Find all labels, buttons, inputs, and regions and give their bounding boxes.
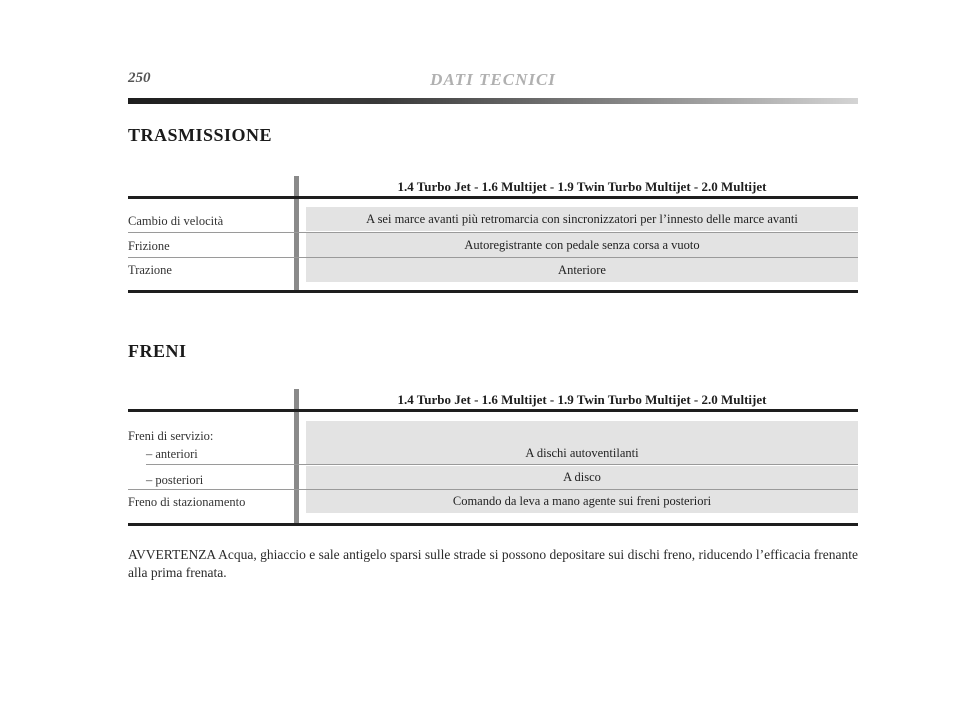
page-number: 250	[128, 70, 151, 86]
section-title-trasmissione: TRASMISSIONE	[128, 125, 273, 145]
row-label-cambio: Cambio di velocità	[128, 214, 224, 228]
page-header	[128, 70, 858, 90]
row-label-trazione: Trazione	[128, 263, 172, 277]
row-value-trazione: Anteriore	[306, 258, 858, 282]
trasmissione-table	[128, 176, 858, 296]
freni-table	[128, 389, 858, 529]
column-header: 1.4 Turbo Jet - 1.6 Multijet - 1.9 Twin Turbo Multijet - 2.0 Multijet	[397, 392, 767, 407]
table-bottom-rule	[128, 523, 858, 526]
row-separator	[146, 464, 858, 465]
header-rule-thick	[128, 196, 858, 199]
row-value-frizione: Autoregistrante con pedale senza corsa a vuoto	[306, 233, 858, 257]
section-title-freni: FRENI	[128, 341, 187, 361]
row-label-frizione: Frizione	[128, 239, 170, 253]
row-label-stazionamento: Freno di stazionamento	[128, 495, 246, 509]
row-value-posteriori: A disco	[306, 466, 858, 489]
header-title: DATI TECNICI	[430, 70, 556, 89]
column-header: 1.4 Turbo Jet - 1.6 Multijet - 1.9 Twin Turbo Multijet - 2.0 Multijet	[397, 179, 767, 194]
row-label-anteriori: – anteriori	[146, 447, 198, 461]
row-value-stazionamento: Comando da leva a mano agente sui freni posteriori	[306, 490, 858, 513]
table-divider-bar	[294, 176, 299, 292]
row-value-cambio: A sei marce avanti più retromarcia con sincronizzatori per l’innesto delle marce avanti	[306, 207, 858, 231]
table-bottom-rule	[128, 290, 858, 293]
warning-note: AVVERTENZA Acqua, ghiaccio e sale antigelo sparsi sulle strade si possono depositare sui dischi freno, riducendo l’efficacia frenante alla prima frenata.	[128, 547, 858, 580]
header-rule	[128, 98, 858, 104]
row-value-anteriori: A dischi autoventilanti	[306, 421, 858, 464]
header-rule-thick	[128, 409, 858, 412]
row-label-posteriori: – posteriori	[146, 473, 204, 487]
row-group-label-freni-servizio: Freni di servizio:	[128, 429, 214, 443]
